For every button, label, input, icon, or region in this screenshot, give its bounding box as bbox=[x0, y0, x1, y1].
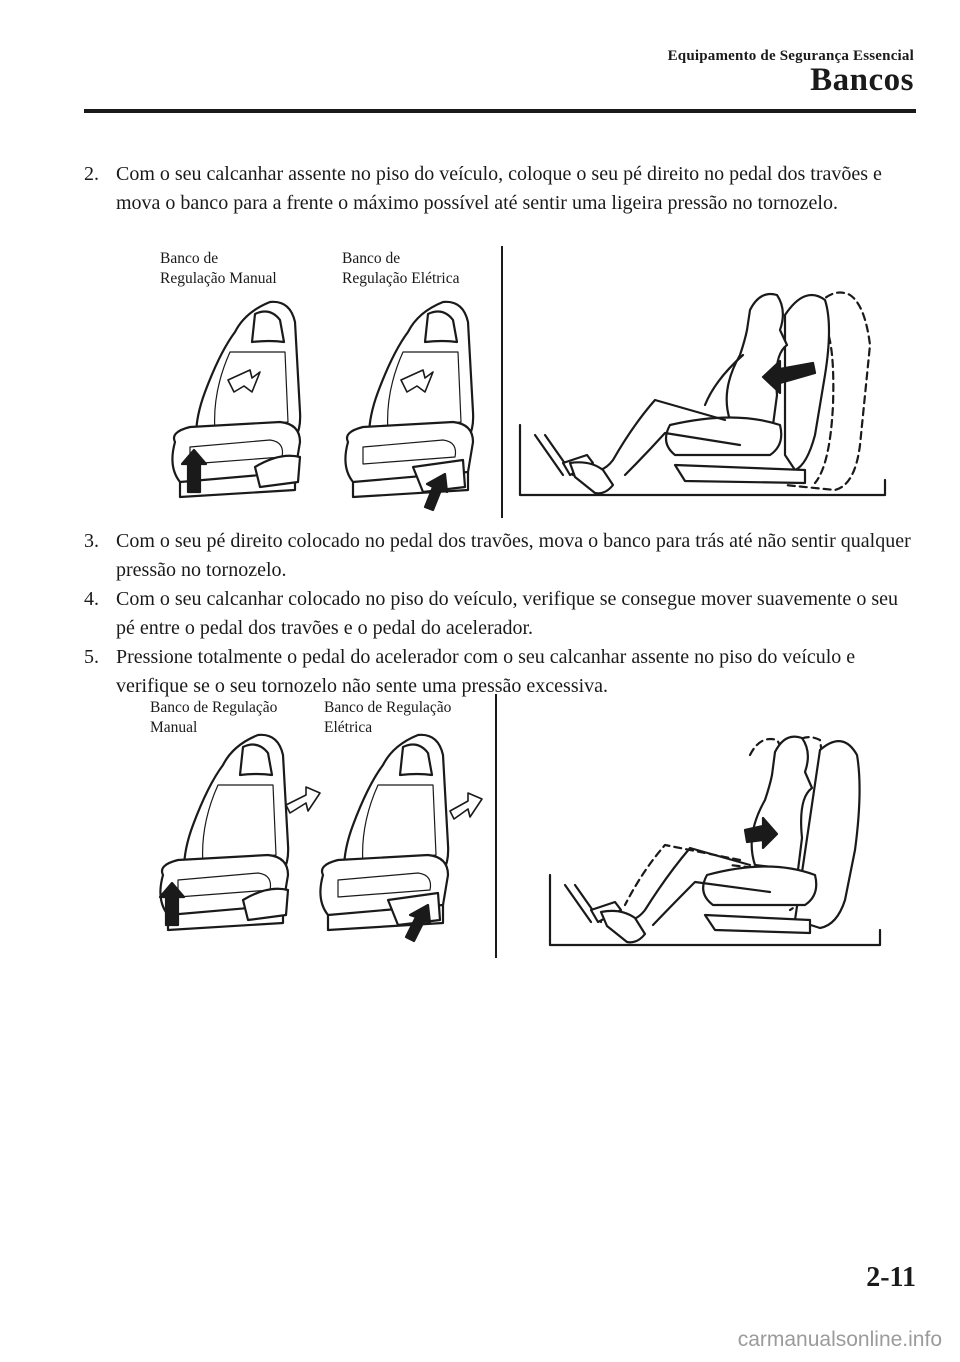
page-title: Bancos bbox=[810, 62, 914, 98]
step-number: 5. bbox=[84, 646, 99, 668]
step-number: 4. bbox=[84, 588, 99, 610]
electric-seat-caption: Banco de Regulação Elétrica bbox=[342, 250, 460, 287]
driver-backward-position-illustration bbox=[545, 730, 890, 950]
electric-seat-forward-illustration bbox=[333, 292, 493, 512]
step-5 bbox=[84, 643, 920, 701]
step-4 bbox=[84, 585, 920, 643]
manual-seat-caption: Banco de Regulação Manual bbox=[160, 250, 277, 287]
manual-seat-caption: Banco de Regulação Manual bbox=[150, 699, 278, 736]
driver-forward-position-illustration bbox=[515, 285, 895, 505]
step-text: Com o seu calcanhar colocado no piso do veículo, verifique se consegue mover suavemente o seu pé entre o pedal dos travões e o pedal do acelerador. bbox=[116, 588, 898, 639]
step-number: 3. bbox=[84, 530, 99, 552]
manual-seat-forward-illustration bbox=[160, 292, 320, 512]
page-number: 2-11 bbox=[866, 1262, 916, 1293]
step-number: 2. bbox=[84, 163, 99, 185]
step-text: Com o seu pé direito colocado no pedal dos travões, mova o banco para trás até não sentir qualquer pressão no tornozelo. bbox=[116, 530, 911, 581]
step-text: Pressione totalmente o pedal do acelerador com o seu calcanhar assente no piso do veículo e verifique se o seu tornozelo não sente uma pressão excessiva. bbox=[116, 646, 856, 697]
header-divider bbox=[84, 109, 916, 113]
figure2-divider bbox=[494, 694, 498, 958]
watermark: carmanualsonline.info bbox=[737, 1328, 942, 1351]
electric-seat-backward-illustration bbox=[308, 725, 488, 945]
manual-seat-backward-illustration bbox=[148, 725, 328, 945]
step-3 bbox=[84, 527, 920, 585]
figure1-divider bbox=[500, 246, 504, 518]
step-2 bbox=[84, 160, 920, 218]
section-heading: Equipamento de Segurança Essencial bbox=[667, 48, 914, 64]
step-text: Com o seu calcanhar assente no piso do veículo, coloque o seu pé direito no pedal dos travões e mova o banco para a frente o máximo possível até sentir uma ligeira pressão no tornozelo. bbox=[116, 163, 882, 214]
electric-seat-caption: Banco de Regulação Elétrica bbox=[324, 699, 452, 736]
